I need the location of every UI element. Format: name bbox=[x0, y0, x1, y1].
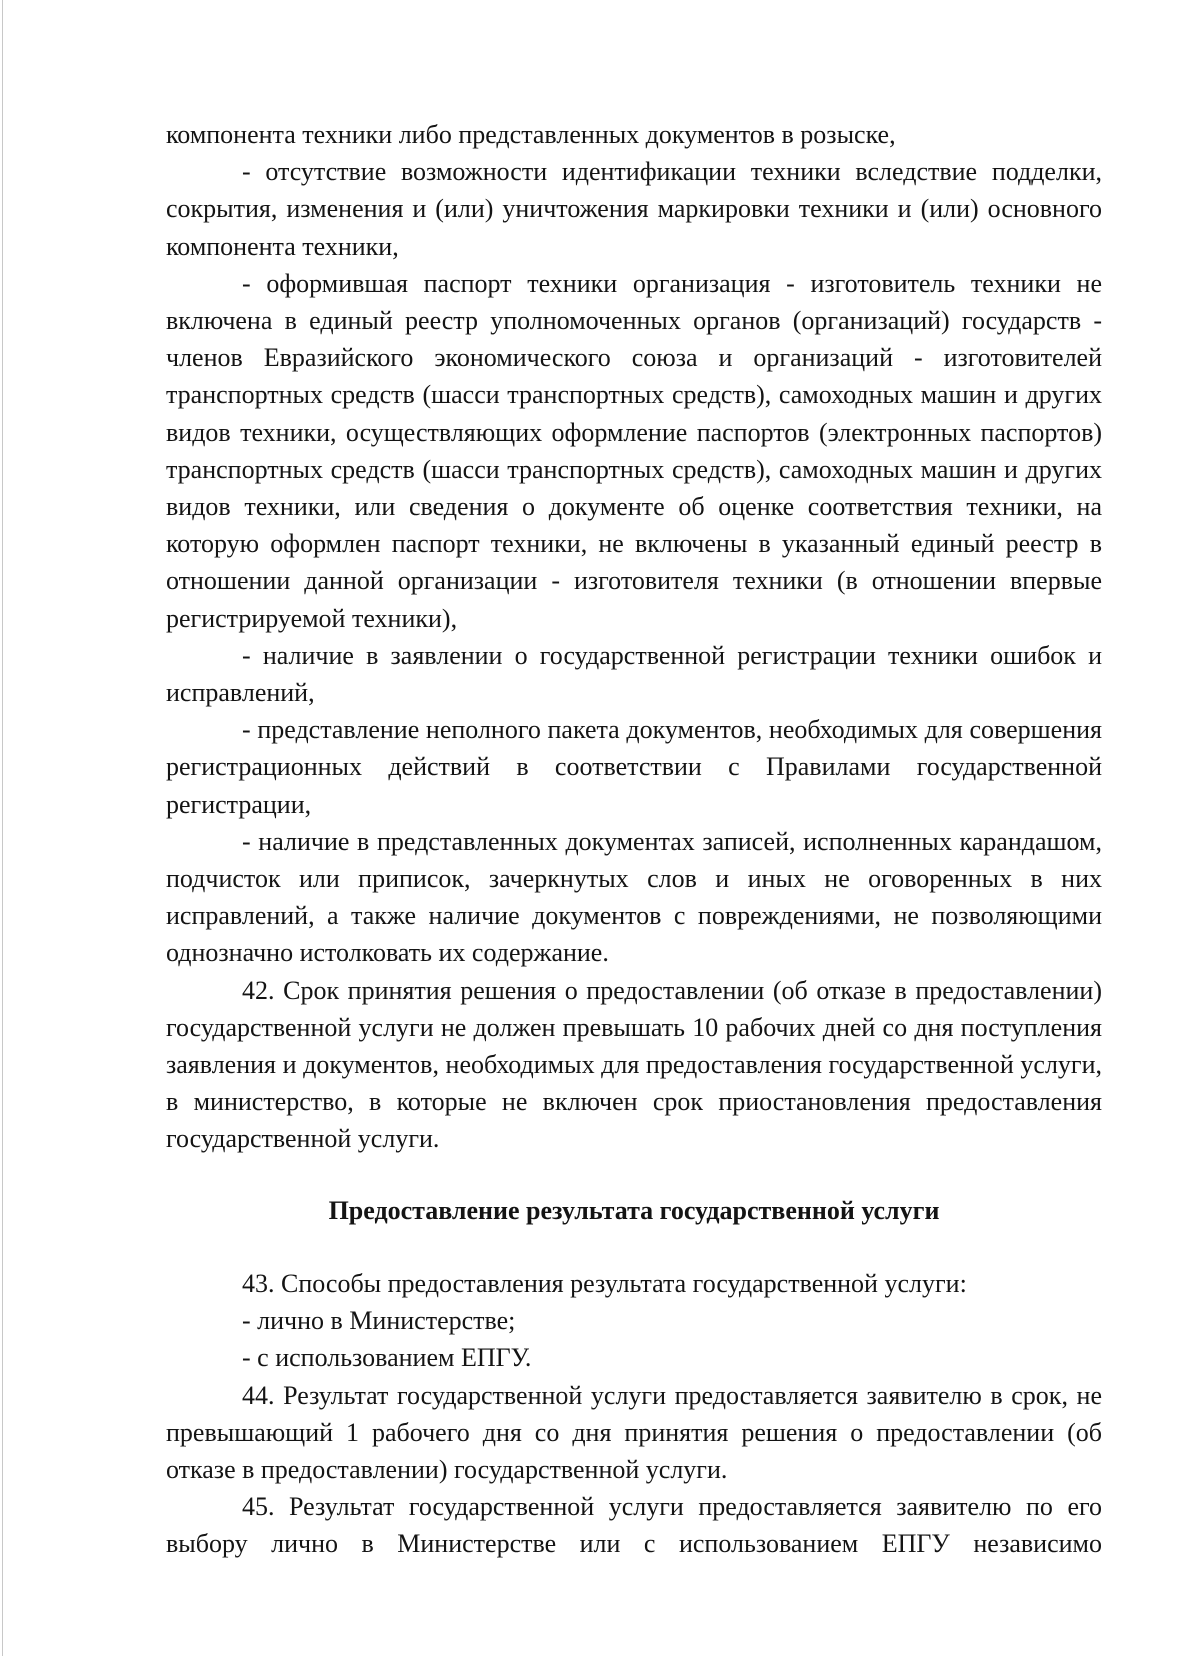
paragraph-incomplete-package: - представление неполного пакета документов, необходимых для совершения регистрационных действий в соответствии с Правилами государственной регистрации, bbox=[166, 715, 1102, 819]
paragraph-42: 42. Срок принятия решения о предоставлении (об отказе в предоставлении) государственной услуги не должен превышать 10 рабочих дней со дня поступления заявления и документов, необходимых для предоставления государственной услуги, в министерство, в которые не включен срок приостановления предоставления государственной услуги. bbox=[166, 975, 1102, 1154]
paragraph-continuation: компонента техники либо представленных документов в розыске, bbox=[166, 120, 896, 149]
paragraph-pencil-records: - наличие в представленных документах записей, исполненных карандашом, подчисток или приписок, зачеркнутых слов и иных не оговоренных в них исправлений, а также наличие документов с повреждениями, не позволяющими однозначно истолковать их содержание. bbox=[166, 826, 1102, 968]
document-body bbox=[166, 116, 1102, 1563]
scan-edge bbox=[2, 0, 3, 1656]
list-item-epgu: - с использованием ЕПГУ. bbox=[242, 1343, 532, 1373]
paragraph-45: 45. Результат государственной услуги предоставляется заявителю по его выбору лично в Министерстве или с использованием ЕПГУ независимо bbox=[166, 1492, 1102, 1559]
section-heading: Предоставление результата государственной услуги bbox=[328, 1195, 940, 1225]
paragraph-errors: - наличие в заявлении о государственной регистрации техники ошибок и исправлений, bbox=[166, 640, 1102, 708]
paragraph-43: 43. Способы предоставления результата государственной услуги: bbox=[242, 1268, 967, 1298]
paragraph-identification: - отсутствие возможности идентификации техники вследствие подделки, сокрытия, изменения и (или) уничтожения маркировки техники и (или) основного компонента техники, bbox=[166, 157, 1102, 261]
paragraph-registry: - оформившая паспорт техники организация - изготовитель техники не включена в единый реестр уполномоченных органов (организаций) государств - членов Евразийского экономического союза и организаций - изготовителей транспортных средств (шасси транспортных средств), самоходных машин и других видов техники, осуществляющих оформление паспортов (электронных паспортов) транспортных средств (шасси транспортных средств), самоходных машин и других видов техники, или сведения о документе об оценке соответствия техники, на которую оформлен паспорт техники, не включены в указанный единый реестр в отношении данной организации - изготовителя техники (в отношении впервые регистрируемой техники), bbox=[166, 268, 1102, 633]
list-item-in-person: - лично в Министерстве; bbox=[242, 1306, 516, 1336]
paragraph-44: 44. Результат государственной услуги предоставляется заявителю в срок, не превышающий 1 рабочего дня со дня принятия решения о предоставлении (об отказе в предоставлении) государственной услуги. bbox=[166, 1380, 1102, 1484]
